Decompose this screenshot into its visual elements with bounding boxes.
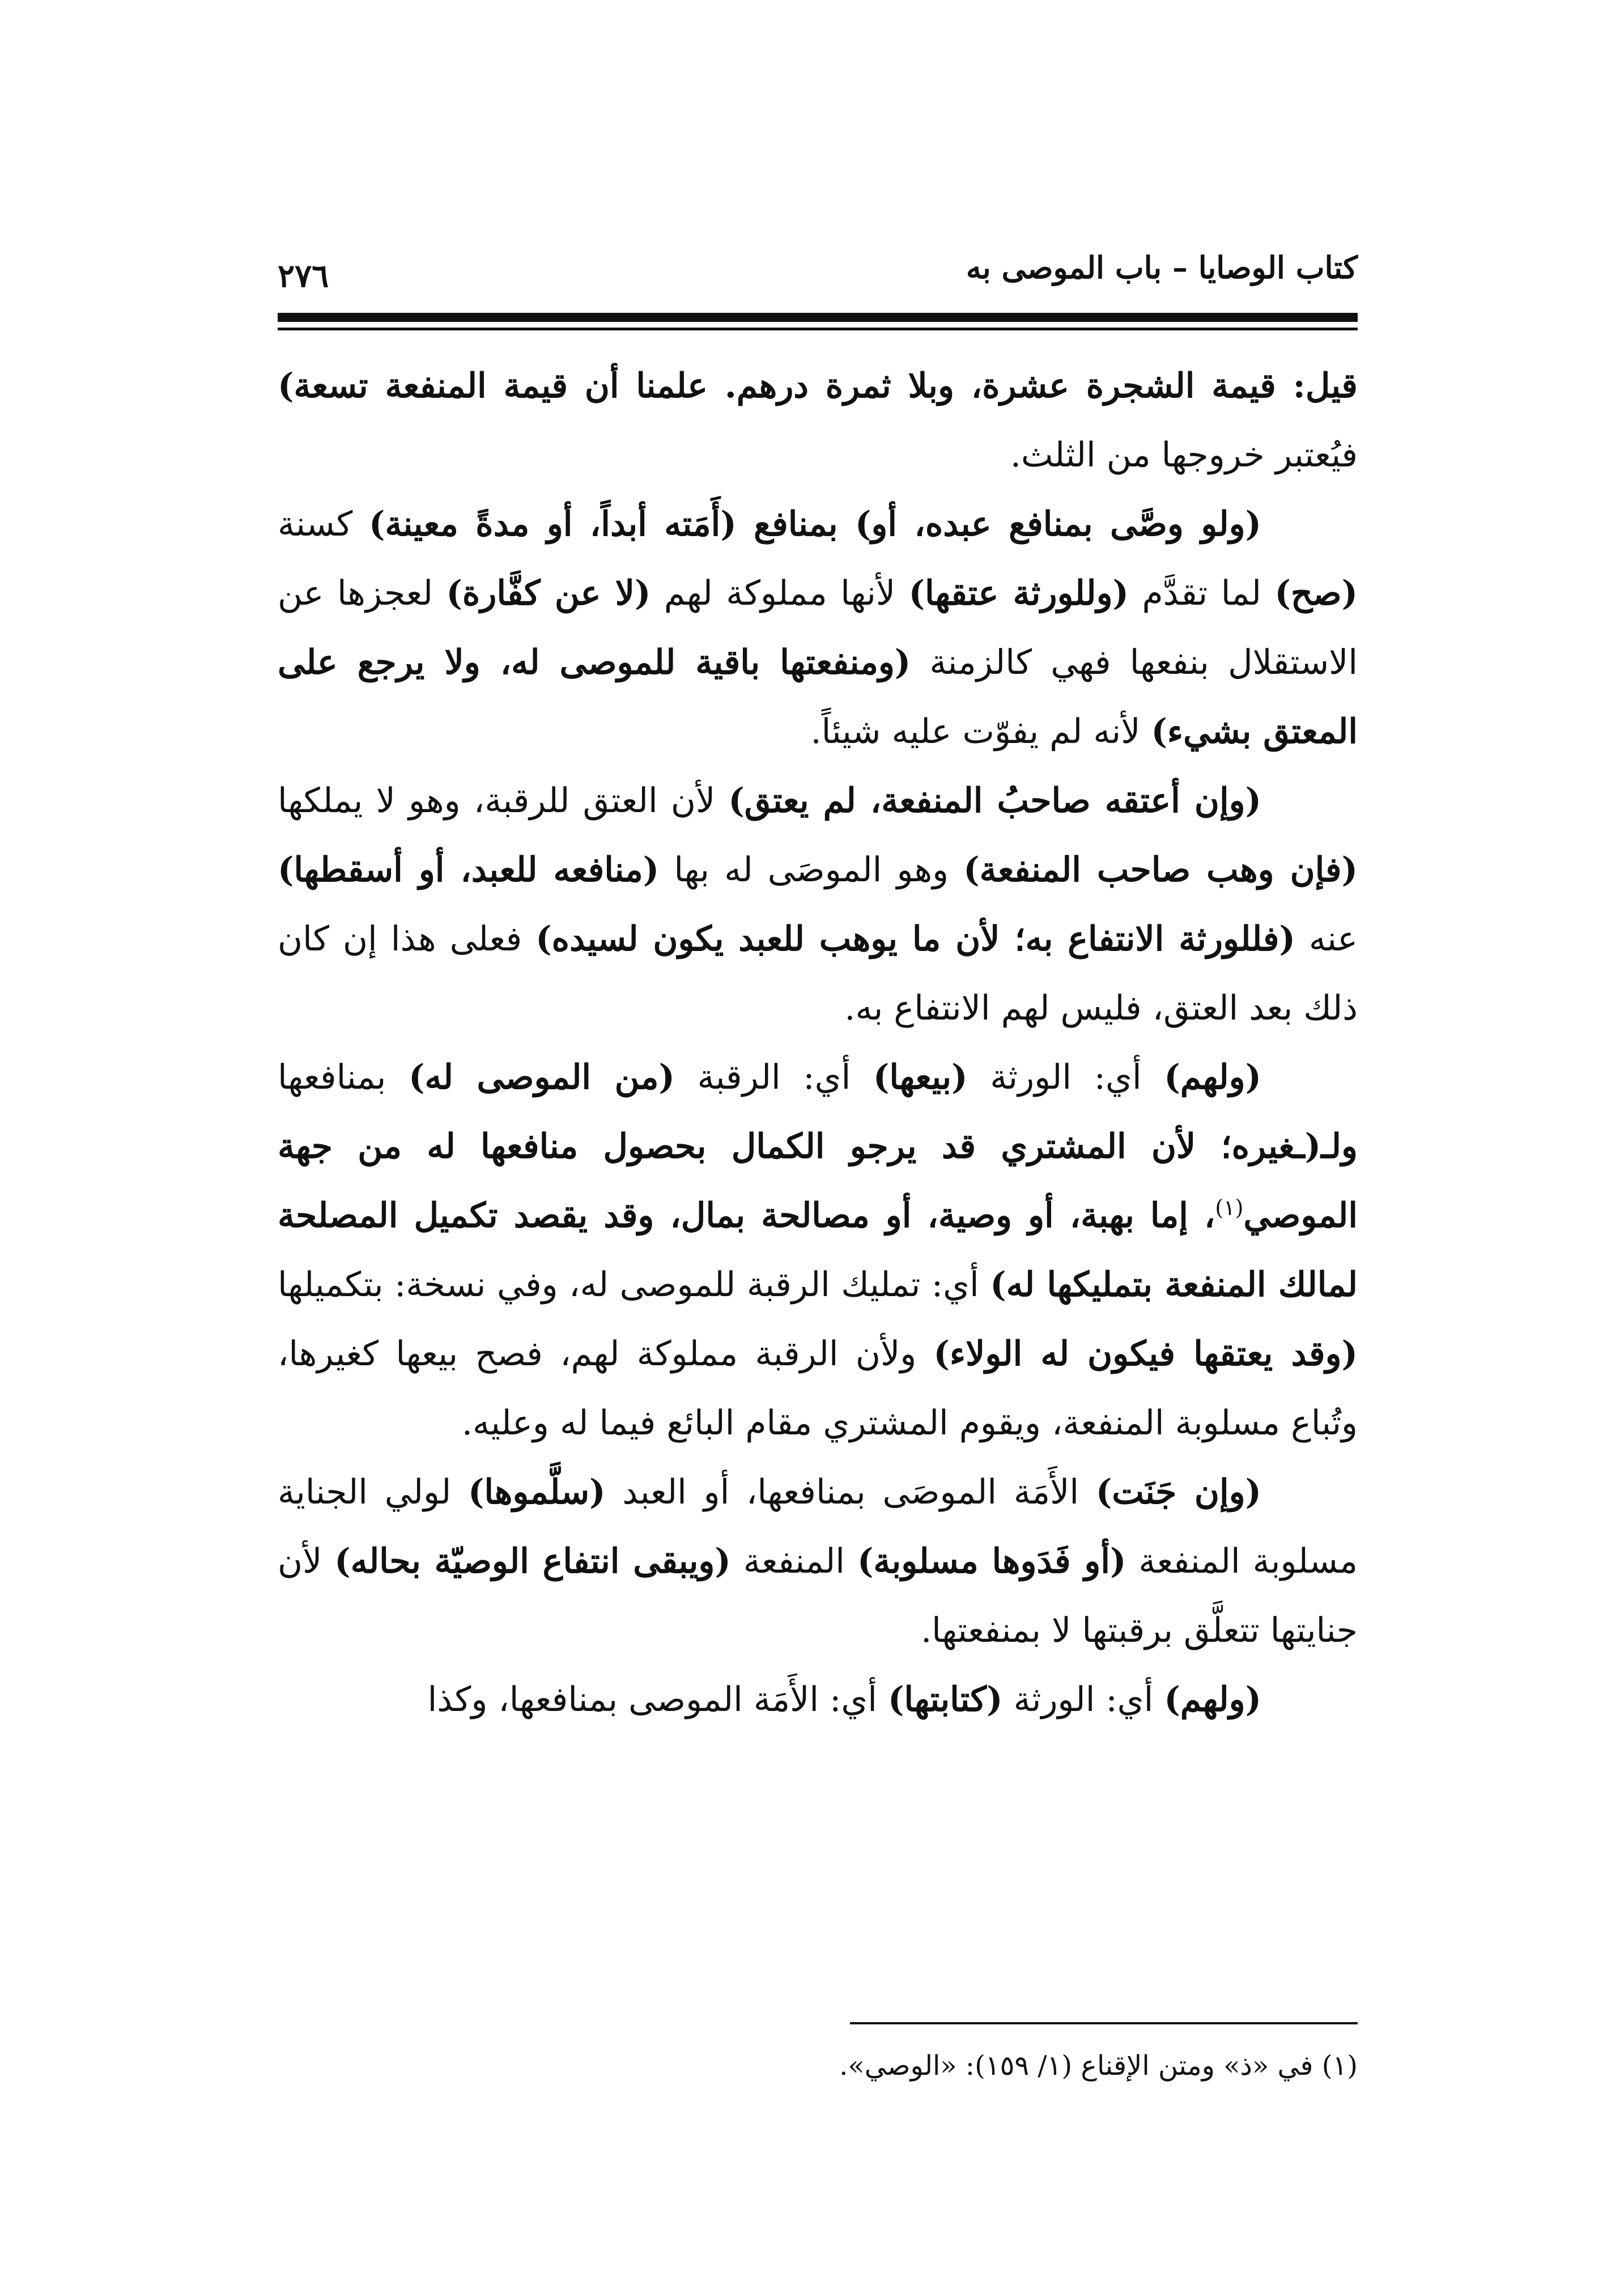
sharh-text: وهو الموصَى له بها (659, 850, 964, 890)
footnote-rule (850, 2022, 1358, 2024)
footnote-marker: (١) (1215, 1195, 1244, 1220)
paragraph (278, 766, 1358, 1043)
matn-text: (ولهم) (1164, 1680, 1261, 1719)
sharh-text: أي: تمليك الرقبة للموصى له، وفي نسخة: بتكميلها (278, 1265, 990, 1305)
sharh-text: فعلى هذا إن كان ذلك بعد العتق، فليس لهم الانتفاع به. (278, 919, 1358, 1028)
matn-text: (بيعها) (873, 1058, 968, 1097)
header-rule-thin (278, 328, 1358, 330)
matn-text: (وإن أعتقه صاحبُ المنفعة، لم يعتق) (728, 781, 1261, 821)
sharh-text: لأن العتق للرقبة، وهو لا يملكها (278, 781, 729, 821)
matn-text: (من الموصى له) (409, 1058, 675, 1097)
sharh-text: أي: الورثة (1002, 1680, 1164, 1719)
matn-text: (كتابتها) (888, 1680, 1003, 1719)
sharh-text: لعجزها عن الاستقلال بنفعها فهي كالزمنة (278, 574, 1358, 682)
sharh-text: أي: الرقبة (674, 1058, 873, 1097)
sharh-text: المنفعة (730, 1542, 857, 1581)
header-rule-thick (278, 313, 1358, 322)
matn-text: (وقد يعتقها فيكون له الولاء) (933, 1334, 1358, 1374)
sharh-text: عنه (1295, 919, 1358, 959)
sharh-text: فيُعتبر خروجها من الثلث. (1010, 435, 1358, 475)
paragraph (278, 1458, 1358, 1665)
sharh-text: ولأن الرقبة مملوكة لهم، فصح بيعها كغيرها، وتُباع مسلوبة المنفعة، ويقوم المشتري مقام البائع فيما له وعليه. (278, 1334, 1358, 1443)
sharh-text: لما تقدَّم (1128, 574, 1275, 613)
matn-text: (صح) (1274, 574, 1358, 613)
matn-text: ، إما بهبة، أو وصية، أو مصالحة بمال، وقد يقصد تكميل المصلحة لمالك المنفعة بتمليكها له) (278, 1196, 1358, 1305)
footnote: (١) في «ذ» ومتن الإقناع (١/ ١٥٩): «الوصي». (839, 2050, 1358, 2082)
sharh-text: أي: الورثة (967, 1058, 1164, 1097)
header-title: كتاب الوصايا – باب الموصى به (966, 249, 1358, 286)
sharh-text: لأن جنايتها تتعلَّق برقبتها لا بمنفعتها. (278, 1542, 1358, 1650)
matn-text: (فللورثة الانتفاع به؛ لأن ما يوهب للعبد يكون لسيده) (535, 919, 1295, 959)
running-header (278, 244, 1358, 300)
page-number: ٢٧٦ (278, 257, 329, 295)
matn-text: (سلَّموها) (468, 1472, 606, 1512)
matn-text: (وإن جَنَت) (1095, 1472, 1261, 1512)
matn-text: (فإن وهب صاحب المنفعة) (963, 850, 1358, 890)
paragraph (278, 1043, 1358, 1458)
matn-text: (ولهم) (1164, 1058, 1261, 1097)
sharh-text: أي: الأَمَة الموصى بمنافعها، وكذا (427, 1680, 888, 1719)
sharh-text: بمنافعها (278, 1058, 409, 1097)
paragraph (278, 490, 1358, 766)
paragraph (278, 1665, 1358, 1734)
sharh-text: لولي الجناية مسلوبة المنفعة (278, 1472, 1358, 1581)
sharh-text: كسنة (278, 504, 369, 544)
matn-text: (ويبقى انتفاع الوصيّة بحاله) (334, 1542, 731, 1581)
matn-text: (أو فَدَوها مسلوبة) (857, 1542, 1126, 1581)
body-text (278, 351, 1358, 1734)
matn-text: قيل: قيمة الشجرة عشرة، وبلا ثمرة درهم. علمنا أن قيمة المنفعة تسعة) (278, 366, 1358, 406)
matn-text: (ومنفعتها باقية للموصى له، ولا يرجع على المعتق بشيء) (278, 643, 1358, 751)
sharh-text: الأَمَة الموصَى بمنافعها، أو العبد (605, 1472, 1096, 1512)
matn-text: ولـ(ـغيره؛ لأن المشتري قد يرجو الكمال بحصول منافعها له من جهة الموصي (278, 1127, 1358, 1235)
matn-text: (وللورثة عتقها) (908, 574, 1129, 613)
matn-text: (منافعه للعبد، أو أسقطها) (278, 850, 660, 890)
matn-text: (لا عن كفَّارة) (446, 574, 651, 613)
paragraph (278, 351, 1358, 490)
sharh-text: لأنها مملوكة لهم (651, 574, 909, 613)
sharh-text: لأنه لم يفوّت عليه شيئاً. (810, 712, 1151, 751)
matn-text: (ولو وصَّى بمنافع عبده، أو) بمنافع (أَمَته أبداً، أو مدةً معينة) (369, 504, 1262, 544)
